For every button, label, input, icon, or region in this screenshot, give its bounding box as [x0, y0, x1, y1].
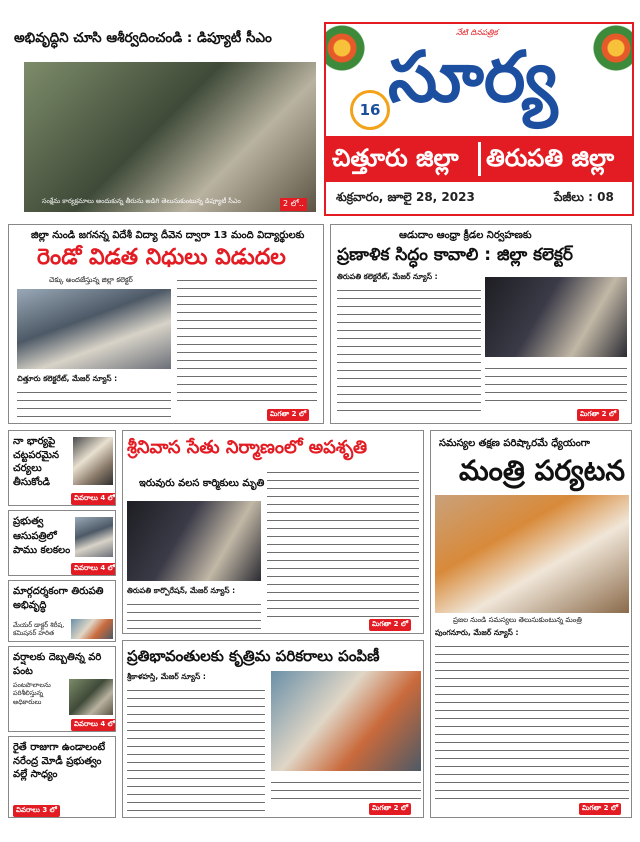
- scholarship-body-right: [177, 275, 317, 403]
- brief-item[interactable]: [8, 646, 116, 732]
- minister-photo-caption: ప్రజల నుండి సమస్యలు తెలుసుకుంటున్న మంత్రి: [453, 616, 582, 624]
- scholarship-headline: రెండో విడత నిధులు విడుదల: [37, 245, 286, 270]
- masthead-tagline: నేటి దినపత్రిక: [456, 28, 498, 37]
- brief-photo: [69, 679, 113, 715]
- pages-count: పేజీలు : 08: [554, 190, 614, 204]
- devices-body-right: [271, 777, 421, 801]
- devices-photo: [271, 671, 421, 771]
- brief-photo: [75, 517, 113, 557]
- masthead-title: సూర్య: [388, 35, 558, 118]
- brief-photo: [73, 437, 113, 485]
- devices-story: [122, 640, 424, 818]
- devices-byline: శ్రీకాళహస్తి, మేజర్ న్యూస్ :: [127, 672, 206, 681]
- top-left-story: [8, 22, 318, 218]
- bridge-story: [122, 430, 424, 634]
- brief-item[interactable]: [8, 510, 116, 576]
- brief-item[interactable]: [8, 580, 116, 642]
- brief-text: రైతే రాజుగా ఉండాలంటే నరేంద్ర మోడీ ప్రభుత్వం వల్లే సాధ్యం: [13, 742, 106, 780]
- scholarship-story: [8, 224, 324, 424]
- bridge-headline: శ్రీనివాస సేతు నిర్మాణంలో అపశృతి: [127, 437, 368, 458]
- devices-headline: ప్రతిభావంతులకు కృత్రిమ పరికరాలు పంపిణీ: [127, 647, 380, 665]
- sports-body-right: [485, 363, 627, 403]
- edition-band: [326, 136, 632, 182]
- sports-story: [330, 224, 632, 424]
- brief-jump[interactable]: వివరాలు 3 లో: [13, 805, 60, 817]
- sports-body-left: [337, 285, 481, 415]
- minister-jump[interactable]: మిగతా 2 లో: [579, 803, 621, 815]
- edition-divider: [478, 142, 481, 176]
- bridge-byline: తిరుపతి కార్పొరేషన్, మేజర్ న్యూస్ :: [127, 586, 236, 595]
- anniversary-badge: [350, 90, 390, 130]
- briefs-sidebar: [8, 430, 116, 818]
- masthead-flower-left: [326, 24, 366, 84]
- date-line: శుక్రవారం, జూలై 28, 2023: [336, 190, 475, 204]
- brief-text: ప్రభుత్వ ఆసుపత్రిలో పాము కలకలం: [13, 516, 71, 556]
- edition-left: చిత్తూరు జిల్లా: [332, 144, 459, 172]
- brief-subtext: మేయర్ డాక్టర్ శిరీష, కమిషనర్ హరిత: [13, 621, 65, 638]
- top-left-jump[interactable]: 2 లో..: [280, 198, 307, 211]
- scholarship-byline: చిత్తూరు కలెక్టరేట్, మేజర్ న్యూస్ :: [17, 374, 118, 383]
- anniversary-number: 16: [359, 101, 381, 119]
- brief-text: నా భార్యపై చట్టపరమైన చర్యలు తీసుకోండి: [13, 436, 59, 488]
- masthead: [324, 22, 634, 216]
- brief-jump[interactable]: వివరాలు 4 లో: [71, 493, 116, 505]
- sports-headline: ప్రణాళిక సిద్ధం కావాలి : జిల్లా కలెక్టర్: [337, 245, 573, 265]
- brief-jump[interactable]: వివరాలు 4 లో: [71, 719, 116, 731]
- top-left-headline: అభివృద్ధిని చూసి ఆశీర్వదించండి : డిప్యూటీ సీఎం: [14, 30, 272, 46]
- brief-subtext: పంటపొలాలను పరిశీలిస్తున్న అధికారులు: [13, 681, 51, 706]
- sports-kicker: ఆడుదాం ఆంధ్రా క్రీడల నిర్వహణకు: [399, 230, 532, 241]
- deputy-cm-photo-caption: సంక్షేమ కార్యక్రమాలు అందుకున్న తీరును అడిగి తెలుసుకుంటున్న డిప్యూటీ సీఎం: [42, 197, 241, 205]
- minister-story: [430, 430, 632, 818]
- scholarship-body-left: [17, 387, 171, 419]
- bridge-kicker: ఇరువురు వలస కార్మికులు మృతి: [139, 478, 265, 489]
- devices-jump[interactable]: మిగతా 2 లో: [369, 803, 411, 815]
- minister-headline: మంత్రి పర్యటన: [459, 454, 626, 487]
- devices-body-left: [127, 685, 265, 813]
- brief-text: మార్గదర్శకంగా తిరుపతి అభివృద్ధి: [13, 586, 104, 611]
- scholarship-jump[interactable]: మిగతా 2 లో: [267, 409, 309, 421]
- bridge-jump[interactable]: మిగతా 2 లో: [369, 619, 411, 631]
- bridge-body-left: [127, 599, 261, 629]
- sports-jump[interactable]: మిగతా 2 లో: [577, 409, 619, 421]
- brief-item[interactable]: [8, 430, 116, 506]
- sports-byline: తిరుపతి కలెక్టరేట్, మేజర్ న్యూస్ :: [337, 272, 438, 281]
- edition-right: తిరుపతి జిల్లా: [486, 144, 615, 172]
- masthead-flower-right: [592, 24, 632, 84]
- minister-byline: పుంగనూరు, మేజర్ న్యూస్ :: [435, 628, 519, 637]
- minister-body: [435, 641, 629, 801]
- scholarship-photo: [17, 289, 171, 369]
- scholarship-kicker: జిల్లా నుండి జగనన్న విదేశీ విద్యా దీవెన ద్వారా 13 మంది విద్యార్థులకు: [31, 230, 305, 241]
- bridge-photo: [127, 501, 261, 581]
- collector-photo: [485, 277, 627, 357]
- brief-item[interactable]: [8, 736, 116, 818]
- minister-kicker: సమస్యల తక్షణ పరిష్కారమే ధ్యేయంగా: [439, 438, 590, 449]
- deputy-cm-photo: [24, 62, 316, 212]
- brief-photo: [71, 619, 113, 639]
- brief-jump[interactable]: వివరాలు 4 లో: [71, 563, 116, 575]
- scholarship-photo-caption: చెక్కు అందజేస్తున్న జిల్లా కలెక్టర్: [49, 276, 133, 284]
- bridge-body-right: [267, 467, 419, 617]
- minister-photo: [435, 495, 629, 613]
- brief-text: వర్షాలకు దెబ్బతిన్న వరి పంట: [13, 652, 102, 677]
